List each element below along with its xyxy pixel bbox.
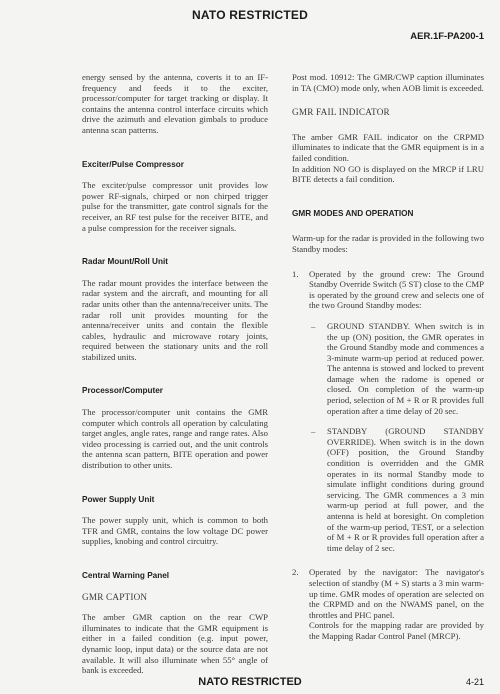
post-mod-paragraph: Post mod. 10912: The GMR/CWP caption illuminates in TA (CMO) mode only, when AOB limit is exceeded. — [292, 72, 484, 93]
classification-footer: NATO RESTRICTED — [198, 676, 302, 688]
cwp-heading: Central Warning Panel — [82, 571, 170, 580]
mount-paragraph: The radar mount provides the interface between the radar system and the aircraft, and mounting for all radar units other than the antenna/receiver units. The radar roll unit provides mounting for the antenna/receiver units and contain the flexible cables, hydraulic and microwave rotary joints, required between the stationary units and the roll stabilized units. — [82, 277, 268, 362]
left-column — [82, 72, 268, 676]
modes-intro: Warm-up for the radar is provided in the following two Standby modes: — [292, 233, 484, 254]
page-number: 4-21 — [465, 677, 484, 687]
exciter-paragraph: The exciter/pulse compressor unit provides low power RF-signals, chirped or non chirped trigger pulse for the transmitter, gate control signals for the receiver, an RF test pulse for the receiver BITE, and a pulse compression for the receiver signals. — [82, 180, 268, 233]
intro-paragraph: energy sensed by the antenna, coverts it to an IF-frequency and feeds it to the exciter, processor/computer for target tracking or display. It contains the antenna control interface circuits which drive the azimuth and elevation gimbals to produce antenna scan patterns. — [82, 72, 268, 135]
dash1-paragraph: GROUND STANDBY. When switch is in the up (ON) position, the GMR operates in the Ground Standby mode and commences a 3-minute warm-up period at reduced power. The antenna is stowed and locked to prevent damage when the radome is opened or closed. On completion of the warm-up period, selection of M + R or R provides full operation after a time delay of 20 sec. — [327, 320, 484, 416]
item1-paragraph: Operated by the ground crew: The Ground Standby Override Switch (5 ST) close to the CMP is operated by the ground crew and selects one of the two Ground Standby modes: — [309, 268, 484, 311]
list-number: 2. — [292, 567, 299, 578]
gmr-caption-heading: GMR CAPTION — [82, 591, 148, 602]
exciter-heading: Exciter/Pulse Compressor — [82, 159, 184, 169]
list-item-2 — [292, 567, 484, 641]
mount-heading: Radar Mount/Roll Unit — [82, 257, 168, 267]
dash-mark: – — [311, 426, 316, 437]
power-heading: Power Supply Unit — [82, 494, 155, 504]
processor-paragraph: The processor/computer unit contains the GMR computer which controls all operation by calculating target angles, angle rates, range and range rates. Also video processing is carried out, and the unit controls the antenna scan pattern, BITE operation and power distribution to other units. — [82, 407, 268, 471]
fail-indicator-heading: GMR FAIL INDICATOR — [292, 107, 390, 118]
item2-paragraph-1: Operated by the navigator: The navigator's selection of standby (M + S) starts a 3 min warm-up time. GMR modes of operation are selected on the CRPMD and on the NWAMS panel, on the throttles and PHC panel. — [309, 567, 484, 620]
dash2-paragraph: STANDBY (GROUND STANDBY OVERRIDE). When switch is in the down (OFF) position, the Ground Standby condition is overridden and the GMR operates in its normal Standby mode to simulate inflight conditions during ground servicing. The GMR commences a 3 min warm-up period at full power, and the antenna is held at boresight. On completion of the warm-up period, TEST, or a selection of M + R or R provides full operation after a time delay of 2 sec. — [327, 426, 484, 553]
fail-paragraph-2: In addition NO GO is displayed on the MRCP if LRU BITE detects a fail condition. — [292, 163, 484, 185]
dash-mark: – — [311, 320, 316, 331]
fail-paragraph-1: The amber GMR FAIL indicator on the CRPMD illuminates to indicate that the GMR equipment is in a failed condition. — [292, 131, 484, 163]
list-number: 1. — [292, 268, 299, 279]
right-column — [292, 72, 484, 642]
processor-heading: Processor/Computer — [82, 386, 163, 396]
document-reference: AER.1F-PA200-1 — [410, 31, 484, 42]
dash-item-standby-override — [311, 426, 484, 553]
item2-paragraph-2: Controls for the mapping radar are provided by the Mapping Radar Control Panel (MRCP). — [309, 620, 484, 641]
classification-header: NATO RESTRICTED — [192, 8, 308, 22]
modes-heading: GMR MODES AND OPERATION — [292, 208, 414, 218]
gmr-caption-paragraph: The amber GMR caption on the rear CWP illuminates to indicate that the GMR equipment is either in a failed condition (e.g. input power, dynamic loop, input data) or the source data are not available. It will also illuminate when 55° angle of bank is exceeded. — [82, 612, 268, 676]
power-paragraph: The power supply unit, which is common to both TFR and GMR, contains the low voltage DC power supplies, knobing and control circuitry. — [82, 515, 268, 547]
list-item-1 — [292, 269, 484, 554]
dash-item-ground-standby — [311, 321, 484, 416]
